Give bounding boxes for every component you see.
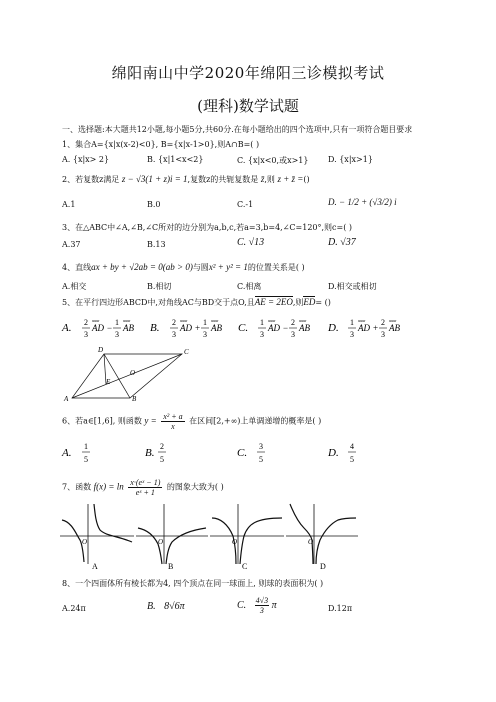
q5-d-vec1: AD bbox=[358, 323, 370, 333]
q4-stem-e: 的位置关系是( ) bbox=[247, 263, 305, 272]
q2-stem-g: () bbox=[303, 175, 310, 184]
q8-c-pi: π bbox=[271, 600, 277, 611]
q5-b-frac2-den: 3 bbox=[203, 330, 207, 339]
q2-sum: z + z̄ = bbox=[277, 174, 304, 184]
q1-option-a: A. {x|x> 2} bbox=[62, 155, 110, 164]
question-4-stem bbox=[62, 262, 305, 273]
label-e: E bbox=[106, 378, 111, 386]
q1-option-b: B. {x|1<x<2} bbox=[147, 155, 204, 164]
q8-option-c bbox=[237, 596, 277, 615]
q5-options bbox=[60, 313, 440, 341]
q6-c-num: 3 bbox=[259, 442, 263, 451]
q6-a-num: 1 bbox=[84, 442, 88, 451]
label-d: D bbox=[98, 346, 104, 354]
question-3-stem: 3、在△ABC中∠A,∠B,∠C所对的边分别为a,b,c,若a=3,b=4,∠C=120°,则c=( ) bbox=[62, 223, 353, 232]
diagonal-ac bbox=[72, 354, 182, 398]
q7-fraction-num: x·(eˣ − 1) bbox=[130, 478, 161, 487]
question-5-stem bbox=[62, 297, 331, 308]
q7-function-lhs: f(x) = ln bbox=[93, 481, 124, 492]
page-subtitle: (理科)数学试题 bbox=[197, 97, 299, 115]
q4-option-b: B.相切 bbox=[147, 282, 172, 291]
q4-stem-a: 4、直线 bbox=[62, 263, 92, 272]
q4-option-c: C.相离 bbox=[237, 282, 262, 291]
q4-stem-c: 与圆 bbox=[192, 263, 209, 272]
q7-graphs bbox=[58, 500, 358, 570]
q5-c-vec2: AB bbox=[299, 323, 310, 333]
q5-b-vec2-mark: uuur bbox=[211, 318, 219, 323]
q8-option-a: A.24π bbox=[62, 604, 86, 613]
q8-option-d: D.12π bbox=[328, 604, 353, 613]
q5-b-frac1-den: 3 bbox=[172, 330, 176, 339]
q4-option-a: A.相交 bbox=[62, 282, 87, 291]
q5-vector-condition: AE = 2EO bbox=[254, 297, 293, 307]
q1-option-c: C. {x|x<0,或x>1} bbox=[237, 156, 309, 165]
page-title: 绵阳南山中学2020年绵阳三诊模拟考试 bbox=[111, 64, 385, 82]
q5-b-frac1-num: 2 bbox=[172, 318, 176, 327]
graph-b bbox=[136, 504, 208, 564]
q3-option-c: C. √13 bbox=[237, 237, 265, 248]
q2-option-d: D. − 1/2 + (√3/2) i bbox=[328, 197, 397, 207]
question-2-stem bbox=[62, 174, 310, 185]
q6-a-den: 5 bbox=[84, 455, 88, 464]
q5-c-op: − bbox=[283, 323, 289, 333]
graph-d-origin: O bbox=[308, 538, 314, 546]
q2-option-c: C.-1 bbox=[237, 200, 254, 209]
q5-b-frac2-num: 1 bbox=[203, 318, 207, 327]
section-intro: 一、选择题:本大题共12小题,每小题5分,共60分.在每小题给出的四个选项中,只有一项符合题目要求 bbox=[62, 125, 413, 134]
q5-a-frac1-num: 2 bbox=[84, 318, 88, 327]
graph-d bbox=[286, 504, 358, 564]
q5-c-vec1: AD bbox=[268, 323, 280, 333]
parallelogram-figure bbox=[62, 344, 192, 402]
q6-fraction bbox=[161, 412, 184, 431]
q7-fraction bbox=[128, 478, 162, 497]
q6-d-den: 5 bbox=[350, 455, 354, 464]
q5-c-vec2-mark: uuur bbox=[299, 318, 307, 323]
q5-a-frac1-den: 3 bbox=[84, 330, 88, 339]
q2-conjugate: z̄ bbox=[260, 174, 265, 184]
q5-option-a-label: A. bbox=[62, 322, 72, 334]
q5-option-b-label: B. bbox=[150, 322, 160, 334]
q5-stem-a: 5、在平行四边形ABCD中,对角线AC与BD交于点O,且 bbox=[62, 298, 255, 307]
graph-a bbox=[60, 504, 134, 564]
q3-option-b: B.13 bbox=[147, 240, 166, 249]
label-o: O bbox=[130, 369, 136, 377]
question-8-stem: 8、一个四面体所有棱长都为4, 四个顶点在同一球面上, 则球的表面积为( ) bbox=[62, 579, 324, 588]
q8-c-num: 4√3 bbox=[255, 596, 269, 605]
q5-a-vec2-mark: uuur bbox=[123, 318, 131, 323]
q5-b-op: + bbox=[195, 323, 201, 333]
q8-option-b bbox=[147, 601, 185, 612]
q5-b-vec1: AD bbox=[180, 323, 192, 333]
graph-c bbox=[210, 504, 284, 564]
q5-a-vec1-mark: uuur bbox=[92, 318, 100, 323]
q6-option-d-label: D. bbox=[328, 447, 339, 459]
q5-d-vec1-mark: uuur bbox=[358, 318, 366, 323]
label-b: B bbox=[132, 395, 137, 402]
q5-c-vec1-mark: uuur bbox=[268, 318, 276, 323]
q2-stem-a: 2、若复数z满足 bbox=[62, 175, 120, 184]
q8-option-c-label: C. bbox=[237, 600, 247, 611]
q4-option-d: D.相交或相切 bbox=[328, 282, 377, 291]
q3-option-d: D. √37 bbox=[328, 237, 356, 248]
q5-d-op: + bbox=[373, 323, 379, 333]
q6-fraction-num: x² + a bbox=[163, 412, 183, 421]
q5-b-vec2: AB bbox=[211, 323, 222, 333]
q5-a-op: − bbox=[107, 323, 113, 333]
q6-options bbox=[60, 438, 380, 466]
q2-stem-c: ,复数z的共轭复数是 bbox=[187, 175, 259, 184]
q2-option-a: A.1 bbox=[62, 200, 76, 209]
q2-equation: z − √3(1 + z)i = 1 bbox=[121, 174, 188, 184]
q5-option-d-label: D. bbox=[328, 322, 339, 334]
q3-option-a: A.37 bbox=[62, 240, 81, 249]
q5-c-frac2-num: 2 bbox=[291, 318, 295, 327]
q6-option-a-label: A. bbox=[62, 447, 72, 459]
q5-vector-ed: ED bbox=[303, 297, 316, 307]
q5-d-frac2-num: 2 bbox=[381, 318, 385, 327]
q5-a-frac2-den: 3 bbox=[115, 330, 119, 339]
q6-b-den: 5 bbox=[160, 455, 164, 464]
q5-d-frac1-num: 1 bbox=[350, 318, 354, 327]
graph-b-origin: O bbox=[158, 538, 164, 546]
q7-stem-a: 7、函数 bbox=[62, 482, 92, 492]
question-1-stem: 1、集合A={x|x(x-2)<0}, B={x|x-1>0},则A∩B=( ) bbox=[62, 140, 260, 149]
q6-function-lhs: y = bbox=[144, 415, 157, 426]
q8-c-den: 3 bbox=[259, 606, 264, 615]
q6-option-b-label: B. bbox=[145, 447, 155, 459]
graph-c-label: C bbox=[242, 562, 248, 570]
q5-d-vec2: AB bbox=[389, 323, 400, 333]
q5-a-vec2: AB bbox=[123, 323, 134, 333]
q6-stem-a: 6、若a∈[1,6], 则函数 bbox=[62, 416, 142, 426]
q7-fraction-den: eˣ + 1 bbox=[135, 488, 155, 497]
q2-option-b: B.0 bbox=[147, 200, 161, 209]
q4-circle-equation: x² + y² = 1 bbox=[208, 262, 248, 272]
label-c: C bbox=[184, 348, 189, 356]
q5-c-frac1-den: 3 bbox=[260, 330, 264, 339]
graph-d-label: D bbox=[320, 562, 326, 570]
q5-d-frac2-den: 3 bbox=[381, 330, 385, 339]
q8-c-fraction bbox=[255, 596, 269, 615]
q6-c-den: 5 bbox=[259, 455, 263, 464]
graph-a-origin: O bbox=[82, 538, 88, 546]
q6-fraction-den: x bbox=[171, 422, 175, 431]
q5-c-frac2-den: 3 bbox=[291, 330, 295, 339]
q4-line-equation: ax + by + √2ab = 0(ab > 0) bbox=[91, 262, 193, 272]
graph-a-label: A bbox=[92, 562, 98, 570]
q2-stem-e: ,则 bbox=[264, 175, 275, 184]
q5-b-vec1-mark: uuur bbox=[180, 318, 188, 323]
graph-b-label: B bbox=[168, 562, 174, 570]
question-7-stem bbox=[62, 478, 224, 497]
q5-c-frac1-num: 1 bbox=[260, 318, 264, 327]
q5-d-frac1-den: 3 bbox=[350, 330, 354, 339]
graph-c-origin: O bbox=[232, 538, 238, 546]
q5-a-frac2-num: 1 bbox=[115, 318, 119, 327]
q6-option-c-label: C. bbox=[237, 447, 248, 459]
q5-stem-c: ,则 bbox=[292, 298, 304, 307]
q5-stem-e: = () bbox=[315, 298, 331, 307]
q6-stem-c: 在区间[2,+∞)上单调递增的概率是( ) bbox=[189, 416, 322, 426]
q1-option-d: D. {x|x>1} bbox=[328, 155, 373, 164]
question-6-stem bbox=[62, 412, 321, 431]
q5-a-vec1: AD bbox=[92, 323, 104, 333]
label-a: A bbox=[64, 395, 69, 402]
q5-d-vec2-mark: uuur bbox=[389, 318, 397, 323]
q6-d-num: 4 bbox=[350, 442, 354, 451]
q6-b-num: 2 bbox=[160, 442, 164, 451]
q5-option-c-label: C. bbox=[238, 322, 249, 334]
q7-stem-c: 的图象大致为( ) bbox=[166, 482, 224, 492]
q8-option-b-value: 8√6π bbox=[164, 601, 185, 612]
q8-option-b-label: B. bbox=[147, 601, 156, 612]
